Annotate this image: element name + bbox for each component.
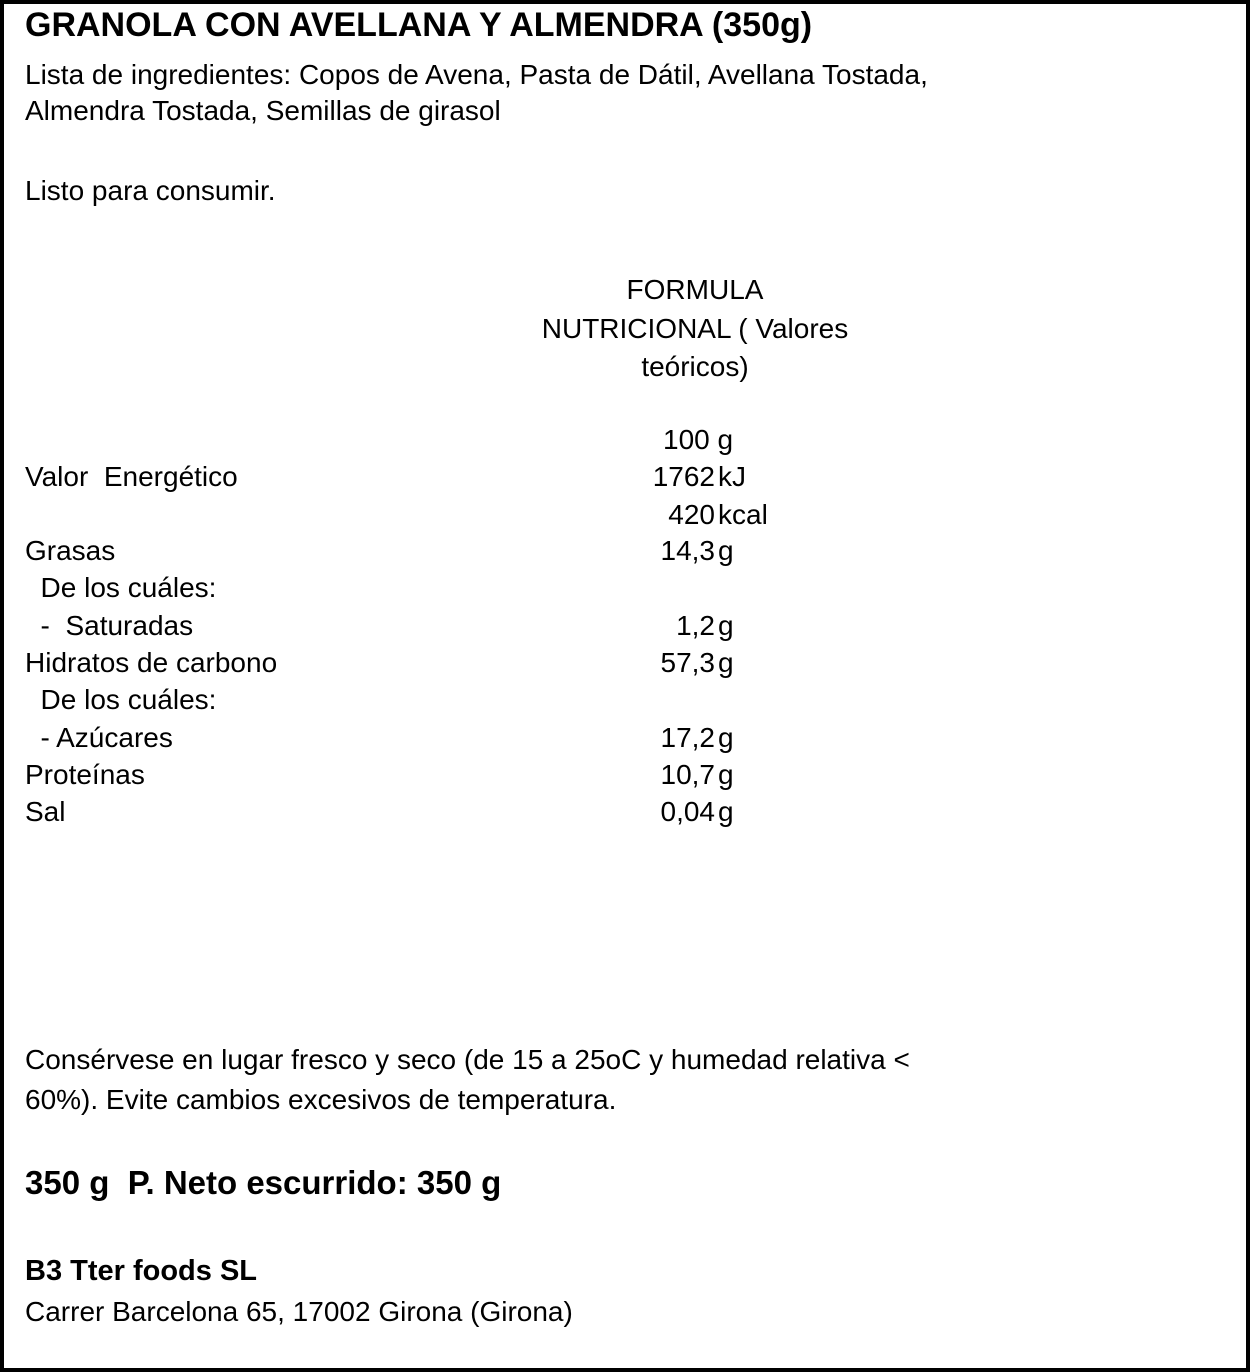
nutrient-unit: g bbox=[718, 535, 734, 566]
nutrient-label: Sal bbox=[25, 796, 66, 827]
formula-heading-2: NUTRICIONAL ( Valores bbox=[541, 313, 849, 344]
nutrient-value: 420 bbox=[668, 499, 715, 530]
nutrient-unit: g bbox=[718, 759, 734, 790]
ready-to-eat: Listo para consumir. bbox=[25, 175, 276, 206]
nutrient-value: 57,3 bbox=[660, 647, 715, 678]
nutrient-value: 1,2 bbox=[676, 610, 715, 641]
formula-heading-1: FORMULA bbox=[626, 274, 764, 305]
nutrient-value: 0,04 bbox=[660, 796, 715, 827]
storage-line-1: Consérvese en lugar fresco y seco (de 15 a 25oC y humedad relativa < bbox=[25, 1044, 910, 1075]
nutrient-label: De los cuáles: bbox=[25, 572, 217, 603]
nutrient-unit: kJ bbox=[718, 461, 746, 492]
nutrient-value: 10,7 bbox=[660, 759, 715, 790]
nutrient-value: 17,2 bbox=[660, 722, 715, 753]
nutrient-label: Proteínas bbox=[25, 759, 145, 790]
nutrient-label: - Azúcares bbox=[25, 722, 173, 753]
nutrient-value: 1762 bbox=[652, 461, 715, 492]
nutrient-unit: g bbox=[718, 796, 734, 827]
nutrient-unit: g bbox=[718, 647, 734, 678]
ingredients-line-2: Almendra Tostada, Semillas de girasol bbox=[25, 95, 501, 126]
nutrient-label: De los cuáles: bbox=[25, 684, 217, 715]
nutrient-label: Grasas bbox=[25, 535, 116, 566]
product-title: GRANOLA CON AVELLANA Y ALMENDRA (350g) bbox=[25, 6, 813, 44]
company-name: B3 Tter foods SL bbox=[25, 1255, 258, 1287]
nutrient-unit: g bbox=[718, 722, 734, 753]
nutrient-label: Hidratos de carbono bbox=[25, 647, 278, 678]
serving-size: 100 g bbox=[663, 424, 734, 455]
company-address: Carrer Barcelona 65, 17002 Girona (Girona) bbox=[25, 1296, 573, 1327]
net-weight: 350 g P. Neto escurrido: 350 g bbox=[25, 1164, 502, 1201]
nutrient-value: 14,3 bbox=[660, 535, 715, 566]
ingredients-line-1: Lista de ingredientes: Copos de Avena, Pasta de Dátil, Avellana Tostada, bbox=[25, 59, 928, 90]
nutrient-unit: g bbox=[718, 610, 734, 641]
nutrient-label: - Saturadas bbox=[25, 610, 194, 641]
formula-heading-3: teóricos) bbox=[641, 351, 749, 382]
nutrient-label: Valor Energético bbox=[25, 461, 238, 492]
storage-line-2: 60%). Evite cambios excesivos de temperatura. bbox=[25, 1084, 617, 1115]
nutrient-unit: kcal bbox=[718, 499, 768, 530]
